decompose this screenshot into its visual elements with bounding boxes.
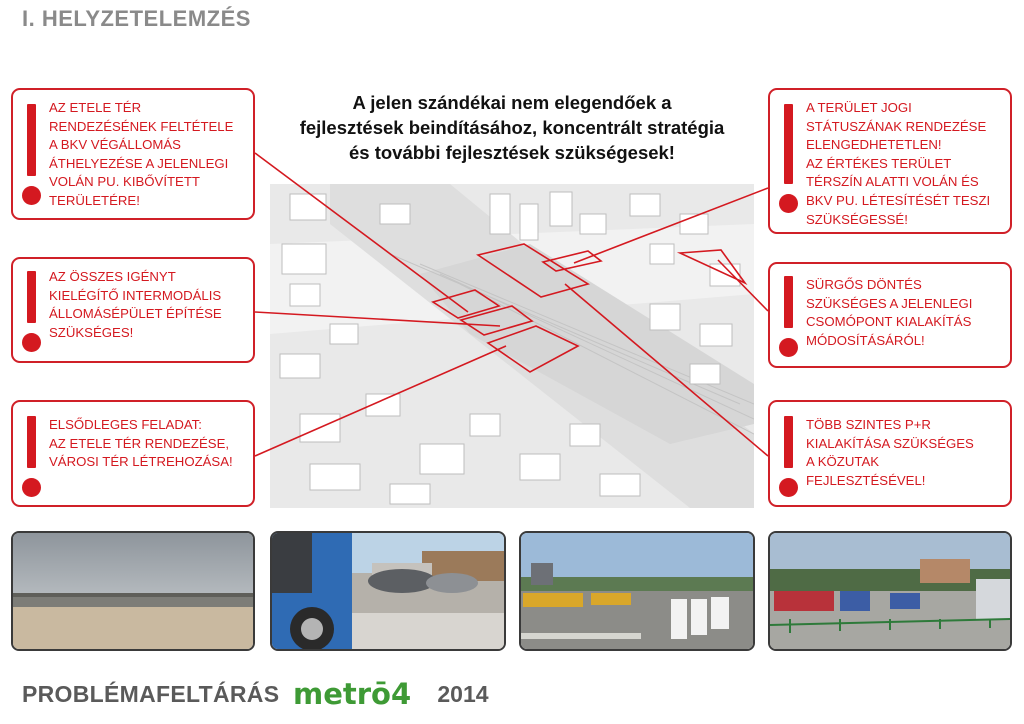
metro4-logo-text: metrō4 bbox=[293, 679, 412, 709]
exclamation-dot-icon bbox=[22, 333, 41, 352]
callout-left-bottom-text: ELSŐDLEGES FELADAT: AZ ETELE TÉR RENDEZÉSE, VÁROSI TÉR LÉTREHOZÁSA! bbox=[49, 417, 233, 470]
photo-etele-square-image bbox=[13, 533, 253, 649]
callout-left-top-text: AZ ETELE TÉR RENDEZÉSÉNEK FELTÉTELE A BKV VÉGÁLLOMÁS ÁTHELYEZÉSE A JELENLEGI VOLÁN PU. KIBŐVÍTETT TERÜLETÉRE! bbox=[49, 100, 234, 208]
photo-parking-lot-image bbox=[272, 533, 504, 649]
photo-bus-stops bbox=[768, 531, 1012, 651]
photo-parking-lot bbox=[270, 531, 506, 651]
callout-left-top bbox=[11, 88, 255, 220]
exclamation-icon bbox=[27, 416, 36, 468]
metro4-logo bbox=[293, 679, 423, 709]
photo-bus-stops-image bbox=[770, 533, 1010, 649]
exclamation-dot-icon bbox=[22, 186, 41, 205]
exclamation-icon bbox=[784, 416, 793, 468]
exclamation-icon bbox=[784, 276, 793, 328]
footer-title: PROBLÉMAFELTÁRÁS bbox=[22, 680, 280, 707]
exclamation-dot-icon bbox=[779, 338, 798, 357]
callout-right-middle-text: SÜRGŐS DÖNTÉS SZÜKSÉGES A JELENLEGI CSOMÓPONT KIALAKÍTÁS MÓDOSÍTÁSÁRÓL! bbox=[806, 277, 973, 348]
callout-right-top-text: A TERÜLET JOGI STÁTUSZÁNAK RENDEZÉSE ELENGEDHETETLEN! AZ ÉRTÉKES TERÜLET TÉRSZÍN ALATTI VOLÁN ÉS BKV PU. LÉTESÍTÉSÉT TESZI SZÜKSÉGESSÉ! bbox=[806, 100, 991, 227]
callout-right-bottom-text: TÖBB SZINTES P+R KIALAKÍTÁSA SZÜKSÉGES A KÖZUTAK FEJLESZTÉSÉVEL! bbox=[806, 417, 974, 488]
exclamation-dot-icon bbox=[779, 478, 798, 497]
aerial-site-map bbox=[270, 184, 754, 508]
exclamation-icon bbox=[27, 104, 36, 176]
photo-bus-terminal bbox=[519, 531, 755, 651]
page-title: I. HELYZETELEMZÉS bbox=[22, 6, 251, 31]
footer bbox=[22, 676, 489, 712]
callout-right-middle bbox=[768, 262, 1012, 368]
callout-left-middle bbox=[11, 257, 255, 363]
callout-left-middle-text: AZ ÖSSZES IGÉNYT KIELÉGÍTŐ INTERMODÁLIS ÁLLOMÁSÉPÜLET ÉPÍTÉSE SZÜKSÉGES! bbox=[49, 269, 222, 340]
exclamation-dot-icon bbox=[22, 478, 41, 497]
exclamation-icon bbox=[784, 104, 793, 184]
callout-right-top bbox=[768, 88, 1012, 234]
exclamation-icon bbox=[27, 271, 36, 323]
site-map-drawing bbox=[270, 184, 754, 508]
callout-right-bottom bbox=[768, 400, 1012, 507]
footer-year: 2014 bbox=[437, 680, 489, 707]
photo-bus-terminal-image bbox=[521, 533, 753, 649]
headline: A jelen szándékai nem elegendőek a fejlesztések beindításához, koncentrált stratégia és további fejlesztések szükségesek! bbox=[299, 92, 725, 163]
callout-left-bottom bbox=[11, 400, 255, 507]
photo-etele-square bbox=[11, 531, 255, 651]
exclamation-dot-icon bbox=[779, 194, 798, 213]
